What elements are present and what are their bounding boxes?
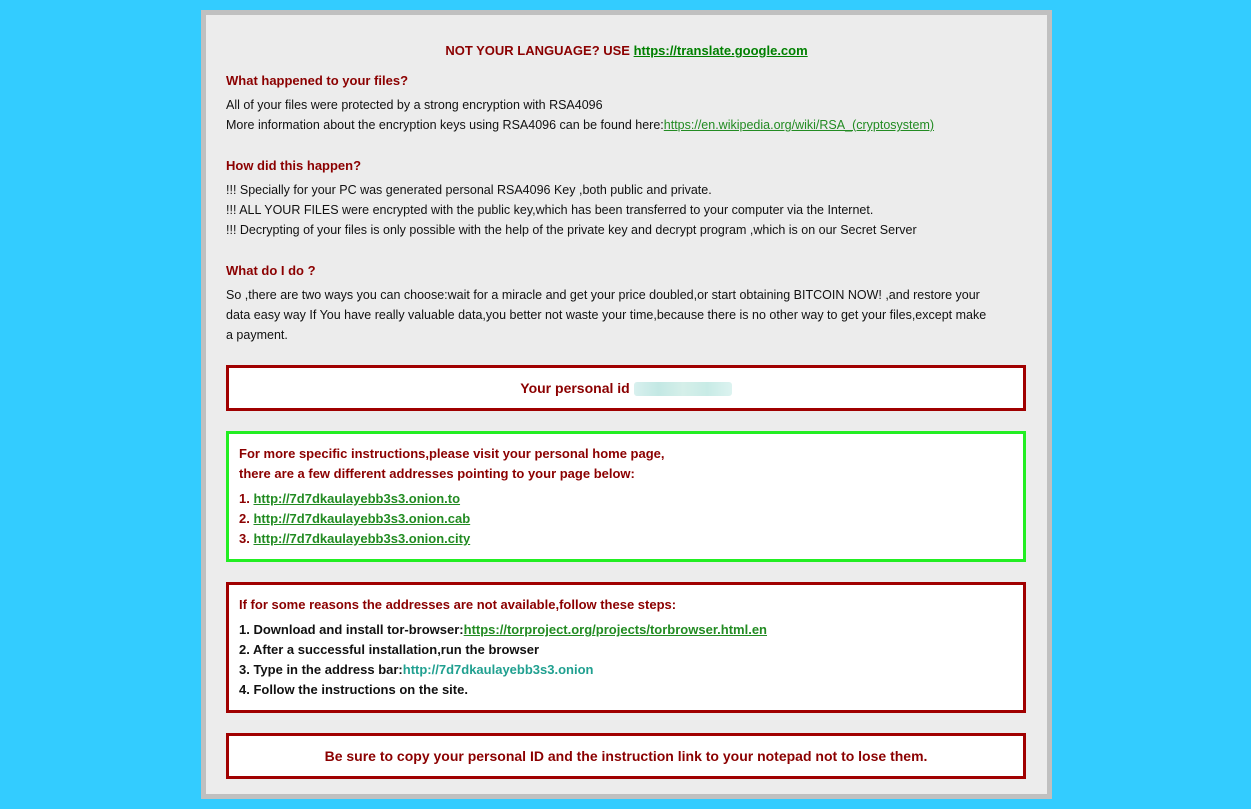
fallback-step1-text: 1. Download and install tor-browser: bbox=[239, 622, 464, 637]
onion-link-item bbox=[239, 529, 1013, 549]
section2-line: !!! ALL YOUR FILES were encrypted with the public key,which has been transferred to your computer via the Internet. bbox=[226, 203, 874, 217]
section1-line2 bbox=[226, 115, 934, 135]
onion-link-number: 2. bbox=[239, 511, 254, 526]
ransom-note-frame bbox=[201, 10, 1052, 799]
onion-link[interactable]: http://7d7dkaulayebb3s3.onion.to bbox=[253, 491, 461, 506]
onion-link-number: 3. bbox=[239, 531, 254, 546]
ransom-note-panel bbox=[206, 15, 1047, 794]
fallback-step: 4. Follow the instructions on the site. bbox=[239, 682, 468, 697]
personal-id-box bbox=[226, 365, 1026, 411]
torproject-link[interactable]: https://torproject.org/projects/torbrowser.html.en bbox=[463, 622, 768, 637]
copy-reminder-text: Be sure to copy your personal ID and the instruction link to your notepad not to lose them. bbox=[324, 748, 928, 764]
fallback-content bbox=[229, 585, 1023, 710]
onion-link-item bbox=[239, 489, 1013, 509]
fallback-steps-box bbox=[226, 582, 1026, 713]
onion-link[interactable]: http://7d7dkaulayebb3s3.onion.cab bbox=[253, 511, 471, 526]
section2-line: !!! Decrypting of your files is only possible with the help of the private key and decrypt program ,which is on our Secret Server bbox=[226, 223, 917, 237]
onion-link[interactable]: http://7d7dkaulayebb3s3.onion.city bbox=[253, 531, 471, 546]
translate-link[interactable]: https://translate.google.com bbox=[633, 43, 808, 58]
copy-reminder-box bbox=[226, 733, 1026, 779]
heading-how-happened: How did this happen? bbox=[226, 158, 362, 173]
language-header-text: NOT YOUR LANGUAGE? USE bbox=[445, 43, 634, 58]
section2-line: !!! Specially for your PC was generated personal RSA4096 Key ,both public and private. bbox=[226, 183, 712, 197]
section3-text bbox=[226, 285, 986, 345]
section3-line: a payment. bbox=[226, 328, 288, 342]
instructions-line2: there are a few different addresses pointing to your page below: bbox=[239, 466, 635, 481]
heading-what-happened: What happened to your files? bbox=[226, 73, 409, 88]
section2-text bbox=[226, 180, 917, 240]
instructions-line1: For more specific instructions,please visit your personal home page, bbox=[239, 446, 665, 461]
personal-id-value-redacted[interactable] bbox=[634, 382, 732, 396]
onion-link-number: 1. bbox=[239, 491, 254, 506]
section1-line1: All of your files were protected by a strong encryption with RSA4096 bbox=[226, 98, 603, 112]
onion-link-item bbox=[239, 509, 1013, 529]
heading-what-do-i-do: What do I do ? bbox=[226, 263, 316, 278]
fallback-step bbox=[239, 660, 1013, 680]
fallback-step: 2. After a successful installation,run the browser bbox=[239, 642, 540, 657]
instructions-content bbox=[229, 434, 1023, 559]
fallback-step bbox=[239, 620, 1013, 640]
section3-line: So ,there are two ways you can choose:wait for a miracle and get your price doubled,or start obtaining BITCOIN NOW! ,and restore your bbox=[226, 288, 980, 302]
personal-id-label: Your personal id bbox=[520, 380, 630, 396]
onion-address[interactable]: http://7d7dkaulayebb3s3.onion bbox=[402, 662, 594, 677]
fallback-step3-text: 3. Type in the address bar: bbox=[239, 662, 403, 677]
fallback-heading: If for some reasons the addresses are not available,follow these steps: bbox=[239, 597, 677, 612]
section1-text bbox=[226, 95, 934, 135]
section3-line: data easy way If You have really valuable data,you better not waste your time,because there is no other way to get your files,except make bbox=[226, 308, 987, 322]
section1-line2-text: More information about the encryption keys using RSA4096 can be found here: bbox=[226, 118, 664, 132]
language-header bbox=[206, 43, 1047, 58]
personal-id-line bbox=[229, 368, 1023, 408]
wikipedia-link[interactable]: https://en.wikipedia.org/wiki/RSA_(cryptosystem) bbox=[663, 118, 935, 132]
instructions-box bbox=[226, 431, 1026, 562]
